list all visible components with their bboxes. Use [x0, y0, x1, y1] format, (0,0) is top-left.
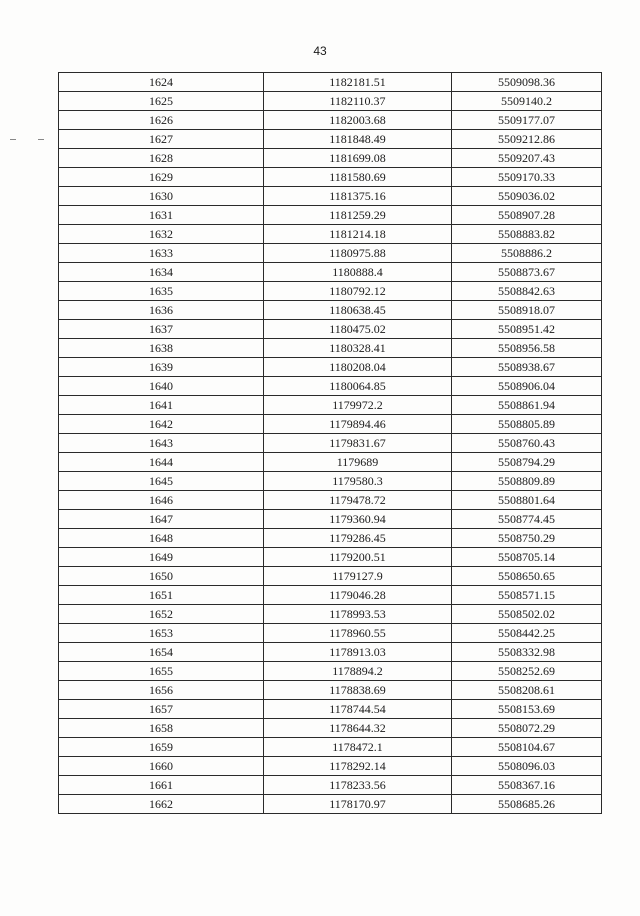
x-coordinate-cell: 1178838.69 [264, 681, 452, 700]
x-coordinate-cell: 1181580.69 [264, 168, 452, 187]
table-row [59, 396, 602, 415]
point-number-cell: 1624 [59, 73, 264, 92]
y-coordinate-cell: 5509140.2 [452, 92, 602, 111]
table-row [59, 605, 602, 624]
y-coordinate-cell: 5508805.89 [452, 415, 602, 434]
point-number-cell: 1654 [59, 643, 264, 662]
table-row [59, 681, 602, 700]
point-number-cell: 1631 [59, 206, 264, 225]
point-number-cell: 1630 [59, 187, 264, 206]
y-coordinate-cell: 5508951.42 [452, 320, 602, 339]
point-number-cell: 1637 [59, 320, 264, 339]
table-row [59, 168, 602, 187]
point-number-cell: 1638 [59, 339, 264, 358]
x-coordinate-cell: 1178744.54 [264, 700, 452, 719]
y-coordinate-cell: 5508906.04 [452, 377, 602, 396]
table-row [59, 453, 602, 472]
table-row [59, 624, 602, 643]
x-coordinate-cell: 1180208.04 [264, 358, 452, 377]
table-row [59, 339, 602, 358]
y-coordinate-cell: 5509177.07 [452, 111, 602, 130]
y-coordinate-cell: 5508842.63 [452, 282, 602, 301]
y-coordinate-cell: 5508873.67 [452, 263, 602, 282]
point-number-cell: 1644 [59, 453, 264, 472]
y-coordinate-cell: 5508685.26 [452, 795, 602, 814]
x-coordinate-cell: 1181699.08 [264, 149, 452, 168]
x-coordinate-cell: 1180328.41 [264, 339, 452, 358]
y-coordinate-cell: 5509098.36 [452, 73, 602, 92]
x-coordinate-cell: 1179972.2 [264, 396, 452, 415]
point-number-cell: 1648 [59, 529, 264, 548]
point-number-cell: 1627 [59, 130, 264, 149]
point-number-cell: 1643 [59, 434, 264, 453]
x-coordinate-cell: 1178993.53 [264, 605, 452, 624]
y-coordinate-cell: 5508367.16 [452, 776, 602, 795]
x-coordinate-cell: 1179046.28 [264, 586, 452, 605]
x-coordinate-cell: 1182003.68 [264, 111, 452, 130]
x-coordinate-cell: 1180475.02 [264, 320, 452, 339]
x-coordinate-cell: 1180888.4 [264, 263, 452, 282]
table-row [59, 738, 602, 757]
y-coordinate-cell: 5508750.29 [452, 529, 602, 548]
y-coordinate-cell: 5508907.28 [452, 206, 602, 225]
x-coordinate-cell: 1180638.45 [264, 301, 452, 320]
point-number-cell: 1639 [59, 358, 264, 377]
table-row [59, 377, 602, 396]
x-coordinate-cell: 1179689 [264, 453, 452, 472]
point-number-cell: 1626 [59, 111, 264, 130]
y-coordinate-cell: 5508096.03 [452, 757, 602, 776]
x-coordinate-cell: 1181848.49 [264, 130, 452, 149]
point-number-cell: 1642 [59, 415, 264, 434]
x-coordinate-cell: 1182110.37 [264, 92, 452, 111]
y-coordinate-cell: 5508794.29 [452, 453, 602, 472]
y-coordinate-cell: 5508332.98 [452, 643, 602, 662]
x-coordinate-cell: 1179831.67 [264, 434, 452, 453]
y-coordinate-cell: 5508252.69 [452, 662, 602, 681]
point-number-cell: 1629 [59, 168, 264, 187]
y-coordinate-cell: 5508861.94 [452, 396, 602, 415]
x-coordinate-cell: 1179286.45 [264, 529, 452, 548]
point-number-cell: 1632 [59, 225, 264, 244]
table-row [59, 92, 602, 111]
table-row [59, 757, 602, 776]
table-row [59, 130, 602, 149]
point-number-cell: 1646 [59, 491, 264, 510]
table-row [59, 548, 602, 567]
point-number-cell: 1628 [59, 149, 264, 168]
x-coordinate-cell: 1180975.88 [264, 244, 452, 263]
point-number-cell: 1655 [59, 662, 264, 681]
point-number-cell: 1650 [59, 567, 264, 586]
point-number-cell: 1641 [59, 396, 264, 415]
x-coordinate-cell: 1179200.51 [264, 548, 452, 567]
table-row [59, 358, 602, 377]
x-coordinate-cell: 1180064.85 [264, 377, 452, 396]
table-row [59, 415, 602, 434]
table-row [59, 320, 602, 339]
y-coordinate-cell: 5508442.25 [452, 624, 602, 643]
table-row [59, 586, 602, 605]
point-number-cell: 1658 [59, 719, 264, 738]
y-coordinate-cell: 5508072.29 [452, 719, 602, 738]
point-number-cell: 1653 [59, 624, 264, 643]
x-coordinate-cell: 1179894.46 [264, 415, 452, 434]
table-row [59, 643, 602, 662]
point-number-cell: 1651 [59, 586, 264, 605]
y-coordinate-cell: 5508809.89 [452, 472, 602, 491]
y-coordinate-cell: 5508883.82 [452, 225, 602, 244]
table-row [59, 510, 602, 529]
x-coordinate-cell: 1179478.72 [264, 491, 452, 510]
page-number: 43 [313, 44, 327, 58]
table-row [59, 719, 602, 738]
x-coordinate-cell: 1178170.97 [264, 795, 452, 814]
x-coordinate-cell: 1178913.03 [264, 643, 452, 662]
point-number-cell: 1647 [59, 510, 264, 529]
table-row [59, 111, 602, 130]
y-coordinate-cell: 5509036.02 [452, 187, 602, 206]
point-number-cell: 1645 [59, 472, 264, 491]
y-coordinate-cell: 5508801.64 [452, 491, 602, 510]
y-coordinate-cell: 5509212.86 [452, 130, 602, 149]
x-coordinate-cell: 1181375.16 [264, 187, 452, 206]
coordinates-table [58, 72, 602, 814]
table-row [59, 263, 602, 282]
y-coordinate-cell: 5508104.67 [452, 738, 602, 757]
table-row [59, 529, 602, 548]
point-number-cell: 1649 [59, 548, 264, 567]
scan-artifact [10, 139, 16, 140]
table-row [59, 434, 602, 453]
table-row [59, 472, 602, 491]
y-coordinate-cell: 5509170.33 [452, 168, 602, 187]
point-number-cell: 1656 [59, 681, 264, 700]
point-number-cell: 1635 [59, 282, 264, 301]
y-coordinate-cell: 5508650.65 [452, 567, 602, 586]
x-coordinate-cell: 1182181.51 [264, 73, 452, 92]
y-coordinate-cell: 5508938.67 [452, 358, 602, 377]
point-number-cell: 1661 [59, 776, 264, 795]
table-row [59, 244, 602, 263]
point-number-cell: 1640 [59, 377, 264, 396]
point-number-cell: 1659 [59, 738, 264, 757]
x-coordinate-cell: 1178472.1 [264, 738, 452, 757]
x-coordinate-cell: 1181259.29 [264, 206, 452, 225]
point-number-cell: 1636 [59, 301, 264, 320]
y-coordinate-cell: 5508571.15 [452, 586, 602, 605]
table-row [59, 567, 602, 586]
y-coordinate-cell: 5508886.2 [452, 244, 602, 263]
table-row [59, 282, 602, 301]
y-coordinate-cell: 5508774.45 [452, 510, 602, 529]
table-row [59, 662, 602, 681]
coordinates-table-body [59, 73, 602, 814]
table-row [59, 149, 602, 168]
x-coordinate-cell: 1178292.14 [264, 757, 452, 776]
y-coordinate-cell: 5508705.14 [452, 548, 602, 567]
x-coordinate-cell: 1178894.2 [264, 662, 452, 681]
x-coordinate-cell: 1181214.18 [264, 225, 452, 244]
point-number-cell: 1625 [59, 92, 264, 111]
point-number-cell: 1634 [59, 263, 264, 282]
table-row [59, 206, 602, 225]
scan-artifact [38, 139, 44, 140]
point-number-cell: 1633 [59, 244, 264, 263]
y-coordinate-cell: 5509207.43 [452, 149, 602, 168]
table-row [59, 225, 602, 244]
y-coordinate-cell: 5508502.02 [452, 605, 602, 624]
point-number-cell: 1657 [59, 700, 264, 719]
x-coordinate-cell: 1179580.3 [264, 472, 452, 491]
y-coordinate-cell: 5508956.58 [452, 339, 602, 358]
point-number-cell: 1662 [59, 795, 264, 814]
table-row [59, 187, 602, 206]
point-number-cell: 1652 [59, 605, 264, 624]
x-coordinate-cell: 1178233.56 [264, 776, 452, 795]
table-row [59, 795, 602, 814]
y-coordinate-cell: 5508153.69 [452, 700, 602, 719]
table-row [59, 301, 602, 320]
x-coordinate-cell: 1180792.12 [264, 282, 452, 301]
y-coordinate-cell: 5508918.07 [452, 301, 602, 320]
point-number-cell: 1660 [59, 757, 264, 776]
table-row [59, 776, 602, 795]
x-coordinate-cell: 1179127.9 [264, 567, 452, 586]
x-coordinate-cell: 1179360.94 [264, 510, 452, 529]
y-coordinate-cell: 5508760.43 [452, 434, 602, 453]
table-row [59, 73, 602, 92]
table-row [59, 491, 602, 510]
x-coordinate-cell: 1178960.55 [264, 624, 452, 643]
table-row [59, 700, 602, 719]
y-coordinate-cell: 5508208.61 [452, 681, 602, 700]
x-coordinate-cell: 1178644.32 [264, 719, 452, 738]
